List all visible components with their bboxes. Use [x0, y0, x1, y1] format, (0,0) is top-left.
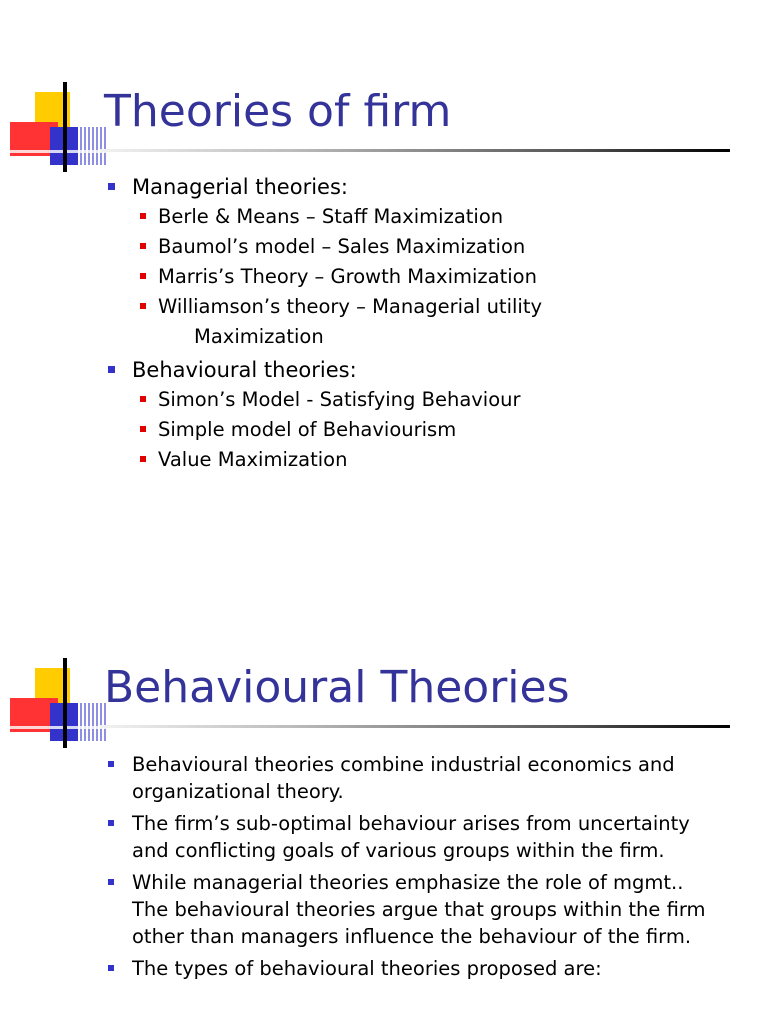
square-bullet-icon: [140, 213, 146, 219]
square-bullet-icon: [108, 965, 114, 971]
list-item: The firm’s sub-optimal behaviour arises from uncertainty and conflicting goals of various groups within the firm.: [100, 810, 720, 864]
list-item: Simple model of Behaviourism: [132, 415, 740, 445]
list-item: Behavioural theories combine industrial economics and organizational theory.: [100, 751, 720, 805]
list-item: Berle & Means – Staff Maximization: [132, 202, 740, 232]
square-bullet-icon: [108, 761, 114, 767]
page-title: Theories of firm: [104, 86, 452, 137]
page-title: Behavioural Theories: [104, 662, 570, 713]
title-divider: [100, 725, 730, 728]
square-bullet-icon: [108, 183, 115, 190]
slide1-body: [100, 172, 740, 475]
title-divider: [100, 149, 730, 152]
square-bullet-icon: [140, 456, 146, 462]
list-item: Simon’s Model - Satisfying Behaviour: [132, 385, 740, 415]
list-item: Marris’s Theory – Growth Maximization: [132, 262, 740, 292]
square-bullet-icon: [140, 273, 146, 279]
slide2-body: [100, 751, 720, 987]
square-bullet-icon: [108, 820, 114, 826]
square-bullet-icon: [108, 366, 115, 373]
square-bullet-icon: [140, 243, 146, 249]
list-item: Williamson’s theory – Managerial utility Maximization: [132, 292, 740, 352]
slide-behavioural-theories: [0, 576, 768, 1024]
list-item-behavioural-theories: [100, 355, 740, 385]
list-item: The types of behavioural theories proposed are:: [100, 955, 720, 982]
slide-logo-icon: [10, 82, 110, 172]
sublist-managerial: [132, 202, 740, 352]
list-item: Baumol’s model – Sales Maximization: [132, 232, 740, 262]
square-bullet-icon: [140, 396, 146, 402]
sublist-behavioural: [132, 385, 740, 475]
list-item: While managerial theories emphasize the role of mgmt.. The behavioural theories argue that groups within the firm other than managers influence the behaviour of the firm.: [100, 869, 720, 950]
square-bullet-icon: [108, 879, 114, 885]
square-bullet-icon: [140, 303, 146, 309]
list-item-continuation: Maximization: [194, 325, 324, 348]
list-heading: Managerial theories:: [132, 175, 348, 199]
list-heading: Behavioural theories:: [132, 358, 357, 382]
list-item-managerial-theories: [100, 172, 740, 202]
square-bullet-icon: [140, 426, 146, 432]
list-item: Value Maximization: [132, 445, 740, 475]
slide-logo-icon: [10, 658, 110, 748]
